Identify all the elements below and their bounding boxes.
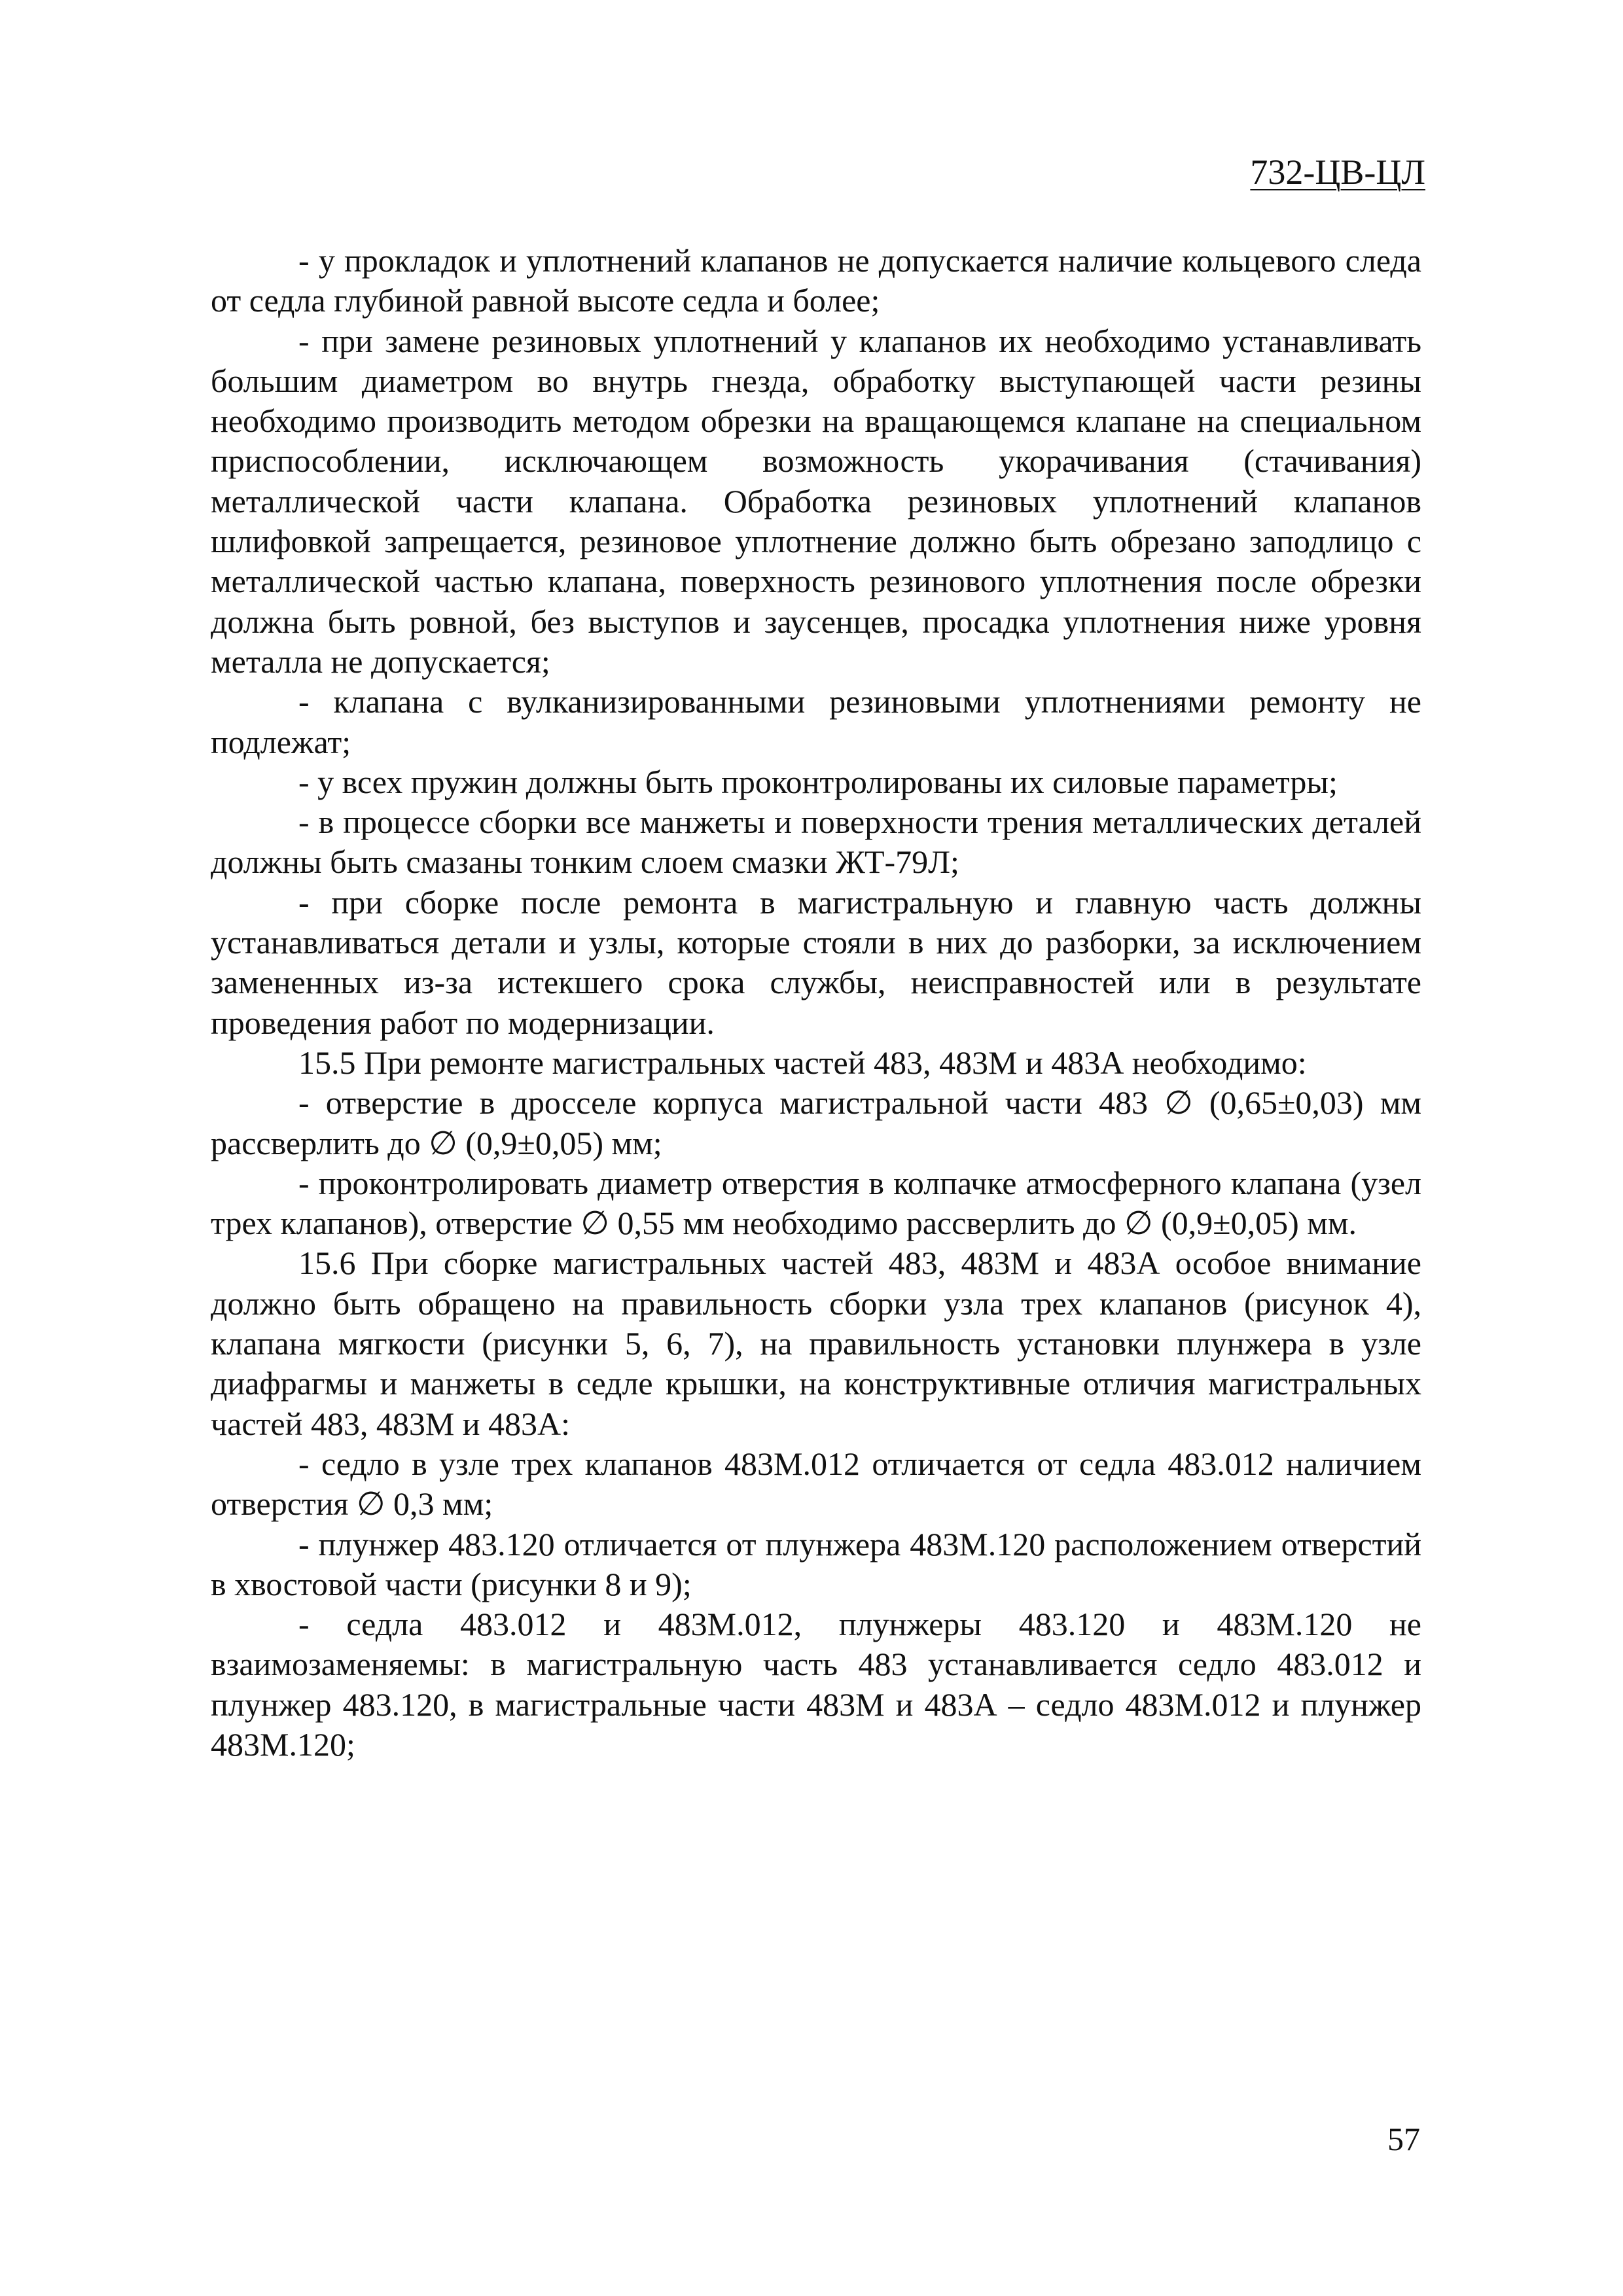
paragraph: - у всех пружин должны быть проконтролированы их силовые параметры; (298, 763, 1338, 800)
document-code: 732-ЦВ-ЦЛ (1250, 152, 1425, 192)
page-number: 57 (1387, 2121, 1420, 2157)
paragraph: 15.6 При сборке магистральных частей 483, 483М и 483А особое внимание должно быть обращено на правильность сборки узла трех клапанов (рисунок 4), клапана мягкости (рисунки 5, 6, 7), на правильность установки плунжера в узле диафрагмы и манжеты в седле крышки, на конструктивные отличия магистральных частей 483, 483М и 483А: (211, 1245, 1421, 1442)
paragraph: 15.5 При ремонте магистральных частей 483, 483М и 483А необходимо: (298, 1044, 1307, 1081)
body-text (211, 241, 1421, 1765)
paragraph: - при сборке после ремонта в магистральную и главную часть должны устанавливаться детали и узлы, которые стояли в них до разборки, за исключением замененных из-за истекшего срока службы, неисправностей или в результате проведения работ по модернизации. (211, 883, 1421, 1041)
paragraph: - седло в узле трех клапанов 483М.012 отличается от седла 483.012 наличием отверстия ∅ 0,3 мм; (211, 1445, 1421, 1523)
paragraph: - отверстие в дросселе корпуса магистральной части 483 ∅ (0,65±0,03) мм рассверлить до ∅ (0,9±0,05) мм; (211, 1084, 1421, 1161)
paragraph: - плунжер 483.120 отличается от плунжера 483М.120 расположением отверстий в хвостовой части (рисунки 8 и 9); (211, 1525, 1421, 1602)
paragraph: - седла 483.012 и 483М.012, плунжеры 483.120 и 483М.120 не взаимозаменяемы: в магистральную часть 483 устанавливается седло 483.012 и плунжер 483.120, в магистральные части 483М и 483А – седло 483М.012 и плунжер 483М.120; (211, 1606, 1421, 1763)
paragraph: - клапана с вулканизированными резиновыми уплотнениями ремонту не подлежат; (211, 683, 1421, 760)
paragraph: - в процессе сборки все манжеты и поверхности трения металлических деталей должны быть смазаны тонким слоем смазки ЖТ-79Л; (211, 804, 1421, 881)
paragraph: - проконтролировать диаметр отверстия в колпачке атмосферного клапана (узел трех клапанов), отверстие ∅ 0,55 мм необходимо рассверлить до ∅ (0,9±0,05) мм. (211, 1164, 1421, 1242)
paragraph: - при замене резиновых уплотнений у клапанов их необходимо устанавливать большим диаметром во внутрь гнезда, обработку выступающей части резины необходимо производить методом обрезки на вращающемся клапане на специальном приспособлении, исключающем возможность укорачивания (стачивания) металлической части клапана. Обработка резиновых уплотнений клапанов шлифовкой запрещается, резиновое уплотнение должно быть обрезано заподлицо с металлической частью клапана, поверхность резинового уплотнения после обрезки должна быть ровной, без выступов и заусенцев, просадка уплотнения ниже уровня металла не допускается; (211, 322, 1421, 680)
paragraph: - у прокладок и уплотнений клапанов не допускается наличие кольцевого следа от седла глубиной равной высоте седла и более; (211, 242, 1421, 319)
